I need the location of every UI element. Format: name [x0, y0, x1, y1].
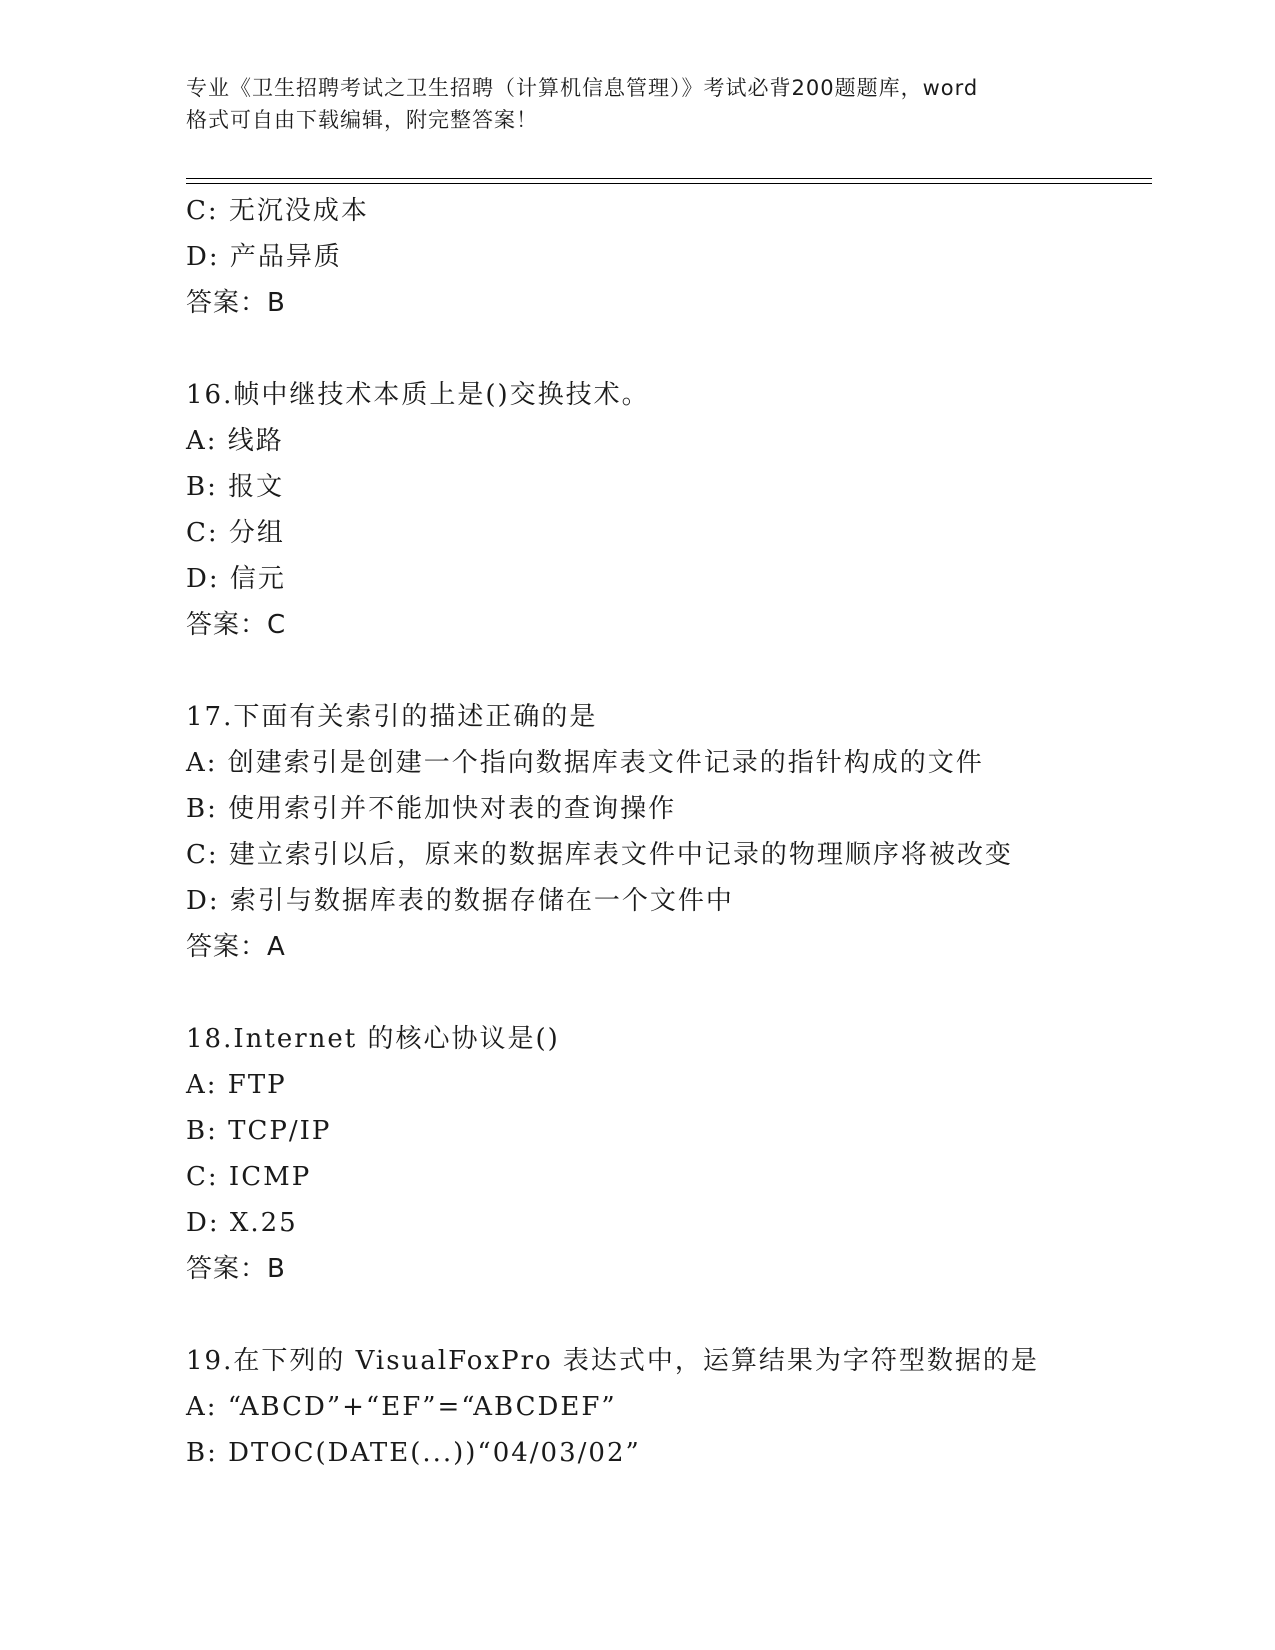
option-a: A: 创建索引是创建一个指向数据库表文件记录的指针构成的文件 [186, 748, 984, 778]
header-divider-top [186, 178, 1152, 179]
option-a: A: 线路 [186, 426, 284, 456]
header-line-2: 格式可自由下载编辑，附完整答案！ [186, 108, 538, 132]
option-b: B: 报文 [186, 472, 285, 502]
question-list [186, 188, 1146, 1476]
option-b: B: 使用索引并不能加快对表的查询操作 [186, 794, 677, 824]
option-c: C: ICMP [186, 1162, 312, 1192]
spacer [186, 1292, 1146, 1338]
option-d: D: 信元 [186, 564, 286, 594]
header-divider-bottom [186, 183, 1152, 184]
question-19 [186, 1338, 1146, 1476]
question-text: 18.Internet 的核心协议是() [186, 1024, 560, 1054]
question-17 [186, 694, 1146, 970]
answer: 答案：B [186, 288, 286, 318]
option-c: C: 无沉没成本 [186, 196, 369, 226]
question-text: 16.帧中继技术本质上是()交换技术。 [186, 380, 650, 410]
question-text: 17.下面有关索引的描述正确的是 [186, 702, 598, 732]
question-18 [186, 1016, 1146, 1292]
option-d: D: 产品异质 [186, 242, 342, 272]
spacer [186, 326, 1146, 372]
question-text: 19.在下列的 VisualFoxPro 表达式中，运算结果为字符型数据的是 [186, 1346, 1039, 1376]
option-d: D: 索引与数据库表的数据存储在一个文件中 [186, 886, 734, 916]
answer: 答案：C [186, 610, 287, 640]
header-line-1: 专业《卫生招聘考试之卫生招聘（计算机信息管理）》考试必背200题题库，word [186, 76, 979, 100]
option-a: A: FTP [186, 1070, 287, 1100]
spacer [186, 970, 1146, 1016]
option-a: A: “ABCD”+“EF”=“ABCDEF” [186, 1392, 617, 1422]
question-15 [186, 188, 1146, 326]
option-c: C: 建立索引以后，原来的数据库表文件中记录的物理顺序将被改变 [186, 840, 1013, 870]
page-header [186, 72, 1086, 136]
answer: 答案：B [186, 1254, 286, 1284]
option-d: D: X.25 [186, 1208, 298, 1238]
question-16 [186, 372, 1146, 648]
option-c: C: 分组 [186, 518, 285, 548]
option-b: B: TCP/IP [186, 1116, 332, 1146]
option-b: B: DTOC(DATE(...))“04/03/02” [186, 1438, 641, 1468]
spacer [186, 648, 1146, 694]
answer: 答案：A [186, 932, 286, 962]
